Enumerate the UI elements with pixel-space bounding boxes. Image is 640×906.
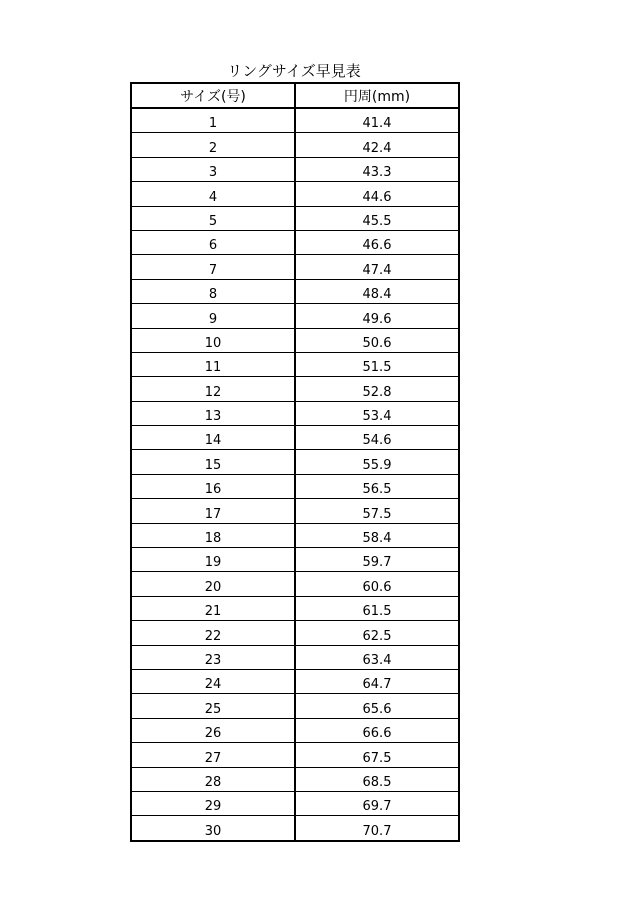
- table-row: [131, 377, 459, 401]
- ring-size-table: [130, 82, 460, 842]
- circumference-cell: 53.4: [295, 401, 459, 425]
- size-cell: 15: [131, 450, 295, 474]
- table-row: [131, 255, 459, 279]
- table-row: [131, 743, 459, 767]
- table-row: [131, 108, 459, 133]
- table-row: [131, 182, 459, 206]
- header-circumference: 円周(mm): [295, 83, 459, 108]
- size-cell: 22: [131, 621, 295, 645]
- size-cell: 23: [131, 645, 295, 669]
- table-row: [131, 157, 459, 181]
- size-cell: 28: [131, 767, 295, 791]
- size-cell: 18: [131, 523, 295, 547]
- table-row: [131, 133, 459, 157]
- circumference-cell: 70.7: [295, 816, 459, 841]
- size-cell: 13: [131, 401, 295, 425]
- circumference-cell: 60.6: [295, 572, 459, 596]
- circumference-cell: 66.6: [295, 718, 459, 742]
- circumference-cell: 58.4: [295, 523, 459, 547]
- circumference-cell: 55.9: [295, 450, 459, 474]
- size-cell: 29: [131, 791, 295, 815]
- circumference-cell: 67.5: [295, 743, 459, 767]
- table-row: [131, 328, 459, 352]
- circumference-cell: 59.7: [295, 548, 459, 572]
- size-cell: 20: [131, 572, 295, 596]
- table-row: [131, 304, 459, 328]
- table-row: [131, 474, 459, 498]
- circumference-cell: 62.5: [295, 621, 459, 645]
- size-cell: 8: [131, 279, 295, 303]
- circumference-cell: 63.4: [295, 645, 459, 669]
- size-cell: 3: [131, 157, 295, 181]
- circumference-cell: 51.5: [295, 352, 459, 376]
- circumference-cell: 47.4: [295, 255, 459, 279]
- circumference-cell: 43.3: [295, 157, 459, 181]
- size-cell: 14: [131, 426, 295, 450]
- size-cell: 27: [131, 743, 295, 767]
- size-cell: 17: [131, 499, 295, 523]
- size-cell: 9: [131, 304, 295, 328]
- size-cell: 6: [131, 230, 295, 254]
- table-row: [131, 621, 459, 645]
- size-cell: 21: [131, 596, 295, 620]
- size-cell: 5: [131, 206, 295, 230]
- circumference-cell: 52.8: [295, 377, 459, 401]
- header-size: サイズ(号): [131, 83, 295, 108]
- table-row: [131, 572, 459, 596]
- table-row: [131, 352, 459, 376]
- size-cell: 4: [131, 182, 295, 206]
- table-row: [131, 450, 459, 474]
- circumference-cell: 56.5: [295, 474, 459, 498]
- circumference-cell: 50.6: [295, 328, 459, 352]
- table-body: [131, 108, 459, 841]
- table-row: [131, 767, 459, 791]
- table-row: [131, 499, 459, 523]
- table-row: [131, 523, 459, 547]
- table-row: [131, 596, 459, 620]
- size-cell: 1: [131, 108, 295, 133]
- table-row: [131, 645, 459, 669]
- size-cell: 24: [131, 669, 295, 693]
- table-row: [131, 791, 459, 815]
- circumference-cell: 45.5: [295, 206, 459, 230]
- circumference-cell: 42.4: [295, 133, 459, 157]
- size-cell: 12: [131, 377, 295, 401]
- circumference-cell: 41.4: [295, 108, 459, 133]
- table-row: [131, 206, 459, 230]
- size-cell: 16: [131, 474, 295, 498]
- circumference-cell: 46.6: [295, 230, 459, 254]
- circumference-cell: 48.4: [295, 279, 459, 303]
- circumference-cell: 64.7: [295, 669, 459, 693]
- size-cell: 30: [131, 816, 295, 841]
- circumference-cell: 49.6: [295, 304, 459, 328]
- table-header-row: [131, 83, 459, 108]
- size-cell: 25: [131, 694, 295, 718]
- document-title: リングサイズ早見表: [227, 62, 361, 80]
- size-cell: 26: [131, 718, 295, 742]
- circumference-cell: 69.7: [295, 791, 459, 815]
- table-row: [131, 230, 459, 254]
- circumference-cell: 54.6: [295, 426, 459, 450]
- table-row: [131, 816, 459, 841]
- circumference-cell: 68.5: [295, 767, 459, 791]
- size-cell: 2: [131, 133, 295, 157]
- size-cell: 19: [131, 548, 295, 572]
- table-row: [131, 401, 459, 425]
- table-row: [131, 669, 459, 693]
- circumference-cell: 44.6: [295, 182, 459, 206]
- table-row: [131, 548, 459, 572]
- size-cell: 7: [131, 255, 295, 279]
- table-row: [131, 718, 459, 742]
- size-cell: 10: [131, 328, 295, 352]
- circumference-cell: 57.5: [295, 499, 459, 523]
- circumference-cell: 65.6: [295, 694, 459, 718]
- size-cell: 11: [131, 352, 295, 376]
- circumference-cell: 61.5: [295, 596, 459, 620]
- table-row: [131, 694, 459, 718]
- table-row: [131, 279, 459, 303]
- table-row: [131, 426, 459, 450]
